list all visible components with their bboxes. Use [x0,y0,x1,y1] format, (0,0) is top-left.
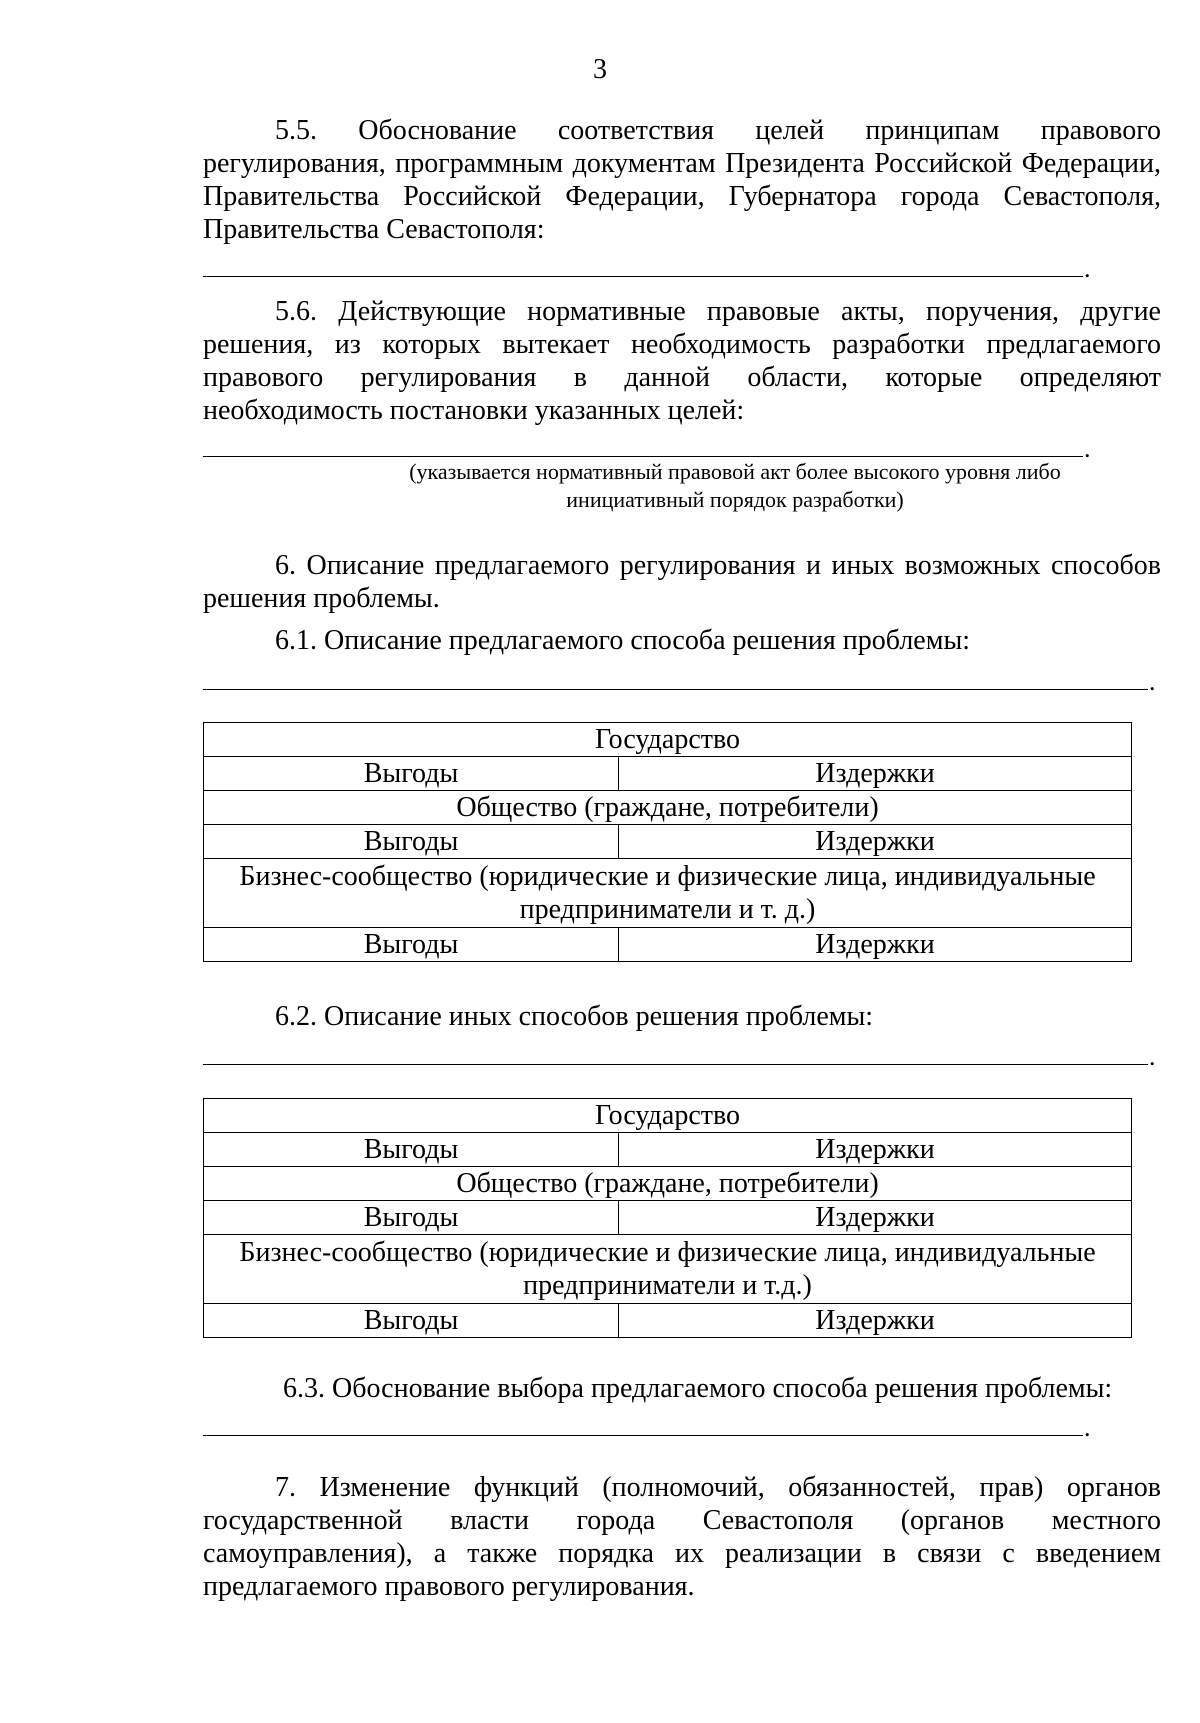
fill-end-6-3: . [1084,1413,1091,1442]
fill-end-6-1: . [1149,667,1156,696]
table2-benefits-cell: Выгоды [204,1201,619,1235]
table2-benefits-cell: Выгоды [204,1304,619,1338]
table1-business-header: Бизнес-сообщество (юридические и физические лица, индивидуальные предприниматели и т. д.) [204,859,1132,928]
table1-state-header: Государство [204,723,1132,757]
table1-costs-cell: Издержки [619,757,1132,791]
fill-end-5-6: . [1084,434,1091,463]
table2-state-header: Государство [204,1099,1132,1133]
section-6-3-text: 6.3. Обоснование выбора предлагаемого способа решения проблемы: [283,1373,1113,1404]
fill-end-5-5: . [1084,254,1091,283]
section-6-2-text: 6.2. Описание иных способов решения проблемы: [275,1001,874,1032]
fill-line-6-1 [203,689,1148,690]
table1-costs-cell: Издержки [619,825,1132,859]
fill-line-6-2 [203,1064,1148,1065]
table1-costs-cell: Издержки [619,928,1132,962]
fill-line-6-3 [203,1435,1083,1436]
table2-costs-cell: Издержки [619,1133,1132,1167]
section-5-5-text: 5.5. Обоснование соответствия целей принципам правового регулирования, программным документам Президента Российской Федерации, Правительства Российской Федерации, Губернатора города Севастополя, Правительства Севастополя: [203,115,1161,245]
table2-costs-cell: Издержки [619,1201,1132,1235]
table2-business-header: Бизнес-сообщество (юридические и физические лица, индивидуальные предприниматели и т.д.) [204,1235,1132,1304]
table1-benefits-cell: Выгоды [204,757,619,791]
section-7-text: 7. Изменение функций (полномочий, обязанностей, прав) органов государственной власти города Севастополя (органов местного самоуправления), а также порядка их реализации в связи с введением предлагаемого правового регулирования. [203,1472,1161,1602]
fill-line-5-5 [203,276,1083,277]
table1-benefits-cell: Выгоды [204,928,619,962]
fill-line-5-6 [203,456,1083,457]
fill-end-6-2: . [1149,1042,1156,1071]
table2-costs-cell: Издержки [619,1304,1132,1338]
section-5-6-text: 5.6. Действующие нормативные правовые акты, поручения, другие решения, из которых вытекает необходимость разработки предлагаемого правового регулирования в данной области, которые определяют необходимость постановки указанных целей: [203,296,1161,426]
table1-society-header: Общество (граждане, потребители) [204,791,1132,825]
page-number: 3 [593,54,607,85]
table2-society-header: Общество (граждане, потребители) [204,1167,1132,1201]
section-6-1-text: 6.1. Описание предлагаемого способа решения проблемы: [275,625,971,656]
impact-table-2 [203,1098,1132,1338]
note-line-1: (указывается нормативный правовой акт более высокого уровня либо [409,459,1061,484]
impact-table-1 [203,722,1132,962]
section-6-text: 6. Описание предлагаемого регулирования и иных возможных способов решения проблемы. [203,550,1161,614]
table2-benefits-cell: Выгоды [204,1133,619,1167]
table1-benefits-cell: Выгоды [204,825,619,859]
note-line-2: инициативный порядок разработки) [566,487,904,512]
